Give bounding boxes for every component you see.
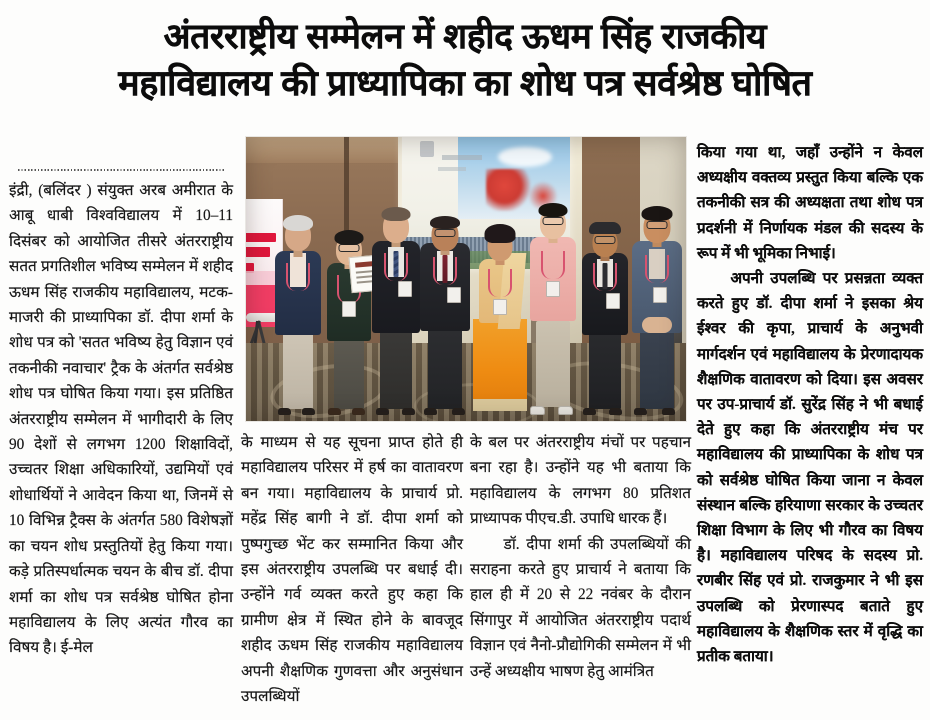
article-column-4 — [697, 140, 923, 669]
person-6 — [524, 197, 582, 415]
screen-slide-cloud — [498, 147, 552, 167]
person-lanyard — [286, 263, 310, 291]
person-lanyard — [384, 253, 408, 281]
paragraph: अपनी उपलब्धि पर प्रसन्नता व्यक्त करते हुए डॉ. दीपा शर्मा ने इसका श्रेय ईश्वर की कृपा, प्राचार्य के अनुभवी मार्गदर्शन एवं महाविद्यालय के प्रेरणादायक शैक्षणिक वातावरण को दिया। इस अवसर पर उप-प्राचार्य डॉ. सुरेंद्र सिंह ने भी बधाई देते हुए कहा कि अंतरराष्ट्रीय मंच पर महाविद्यालय की प्राध्यापिका के शोध पत्र को सर्वश्रेष्ठ घोषित किया जाना न केवल संस्थान बल्कि हरियाणा सरकार के उच्चतर शिक्षा विभाग के लिए भी गौरव का विषय है। महाविद्यालय परिषद के सदस्य प्रो. रणबीर सिंह एवं प्रो. राजकुमार ने भी इस उपलब्धि को प्रेरणास्पद बताते हुए महाविद्यालय के शैक्षणिक स्तर में वृद्धि का प्रतीक बताया। — [697, 270, 923, 666]
person-badge — [342, 301, 356, 317]
person-shoe — [278, 408, 291, 415]
person-badge — [653, 287, 667, 303]
person-hands — [642, 317, 672, 333]
person-badge — [606, 293, 620, 309]
article-photograph — [246, 137, 686, 421]
person-shoe — [583, 408, 596, 415]
article-column-2 — [241, 430, 463, 709]
person-saree-skirt — [473, 319, 527, 411]
person-shoe — [662, 408, 675, 415]
eyeglasses-icon — [435, 229, 456, 237]
banner-text-line-2 — [246, 247, 270, 257]
person-badge — [398, 281, 412, 297]
person-shoe — [302, 408, 315, 415]
column-divider-rule — [18, 169, 226, 171]
flat-cap — [589, 222, 621, 234]
photo-scene — [246, 137, 686, 421]
person-badge — [493, 299, 507, 315]
paragraph: के माध्यम से यह सूचना प्राप्त होते ही महाविद्यालय परिसर में हर्ष का वातावरण बन गया। महाविद्यालय के प्राचार्य प्रो. महेंद्र सिंह बागी ने डॉ. दीपा शर्मा को पुष्पगुच्छ भेंट कर सम्मानित किया और इस अंतरराष्ट्रीय उपलब्धि पर बधाई दी। उन्होंने गर्व व्यक्त करते हुए कहा कि ग्रामीण क्षेत्र में स्थित होने के बावजूद शहीद ऊधम सिंह राजकीय महाविद्यालय अपनी शैक्षणिक गुणवत्ता और अनुसंधान उपलब्धियों — [241, 434, 463, 706]
person-hair — [485, 224, 516, 243]
person-legs — [283, 329, 313, 409]
person-badge — [546, 281, 560, 297]
person-legs — [589, 329, 621, 409]
paragraph: इंद्री, (बलिंदर ) संयुक्त अरब अमीरात के आबू धाबी विश्वविद्यालय में 10–11 दिसंबर को आयोजित तीसरे अंतरराष्ट्रीय सतत प्रगतिशील भविष्य सम्मेलन में शहीद ऊधम सिंह राजकीय महाविद्यालय, मटक-माजरी की प्राध्यापिका डॉ. दीपा शर्मा के शोध पत्र को 'सतत भविष्य हेतु विज्ञान एवं तकनीकी नवाचार' ट्रैक के अंतर्गत सर्वश्रेष्ठ शोध पत्र घोषित किया गया। इस प्रतिष्ठित अंतरराष्ट्रीय सम्मेलन में भागीदारी के लिए 90 देशों से लगभग 1200 शिक्षाविदों, उच्चतर शिक्षा अधिकारियों, उद्यमियों एवं शोधार्थियों ने आवेदन किया था, जिनमें से 10 विभिन्न ट्रैक्स के अंतर्गत 580 विशेषज्ञों का चयन शोध प्रस्तुतियों हेतु किया गया। कड़े प्रतिस्पर्धात्मक चयन के बीच डॉ. दीपा शर्मा का शोध पत्र सर्वश्रेष्ठ घोषित होना महाविद्यालय के लिए अत्यंत गौरव का विषय है। ई-मेल — [9, 182, 233, 657]
person-legs — [380, 327, 412, 409]
person-lanyard — [488, 269, 512, 297]
person-shoe — [424, 408, 437, 415]
person-legs — [536, 321, 570, 407]
person-shoe — [402, 408, 415, 415]
person-hair — [430, 216, 460, 229]
article-column-3 — [470, 430, 691, 684]
headline-line-2: महाविद्यालय की प्राध्यापिका का शोध पत्र सर्वश्रेष्ठ घोषित — [118, 63, 812, 103]
person-1 — [270, 203, 326, 415]
person-shoe — [530, 406, 545, 415]
person-hair — [539, 203, 568, 217]
person-legs — [640, 327, 674, 409]
person-shoe — [452, 408, 465, 415]
person-hair — [642, 206, 673, 221]
eyeglasses-icon — [543, 217, 564, 225]
article-column-1 — [9, 178, 233, 661]
person-shoe — [352, 408, 365, 415]
saree-hem-border — [473, 399, 527, 411]
person-shoe — [558, 406, 573, 415]
person-8 — [628, 201, 686, 415]
person-hair — [283, 215, 313, 231]
person-lanyard — [593, 263, 617, 291]
person-badge — [447, 287, 461, 303]
person-hair — [382, 207, 411, 221]
person-shoe — [634, 408, 647, 415]
screen-slide-logo — [420, 141, 434, 157]
person-shoe — [609, 408, 622, 415]
person-lanyard — [645, 255, 669, 283]
person-legs — [334, 335, 364, 409]
person-7 — [578, 215, 632, 415]
paragraph: डॉ. दीपा शर्मा की उपलब्धियों की सराहना करते हुए प्राचार्य ने बताया कि हाल ही में 20 से 22 नवंबर के दौरान सिंगापुर में आयोजित अंतरराष्ट्रीय पदार्थ विज्ञान एवं नैनो-प्रौद्योगिकी सम्मेलन में भी उन्हें अध्यक्षीय भाषण हेतु आमंत्रित — [470, 535, 691, 680]
eyeglasses-icon — [647, 221, 668, 229]
page-headline — [0, 14, 930, 106]
person-lanyard — [541, 251, 565, 279]
person-hair — [335, 230, 364, 245]
screen-slide-subtitle-bar — [438, 167, 466, 171]
person-shoe — [328, 408, 341, 415]
paragraph: किया गया था, जहाँ उन्होंने न केवल अध्यक्षीय वक्तव्य प्रस्तुत किया बल्कि एक तकनीकी सत्र की अध्यक्षता तथा शोध पत्र प्रदर्शनी में निर्णायक मंडल की सदस्य के रूप में भी भूमिका निभाई। — [697, 144, 923, 262]
person-5 — [470, 215, 530, 415]
screen-slide-title-bar — [442, 155, 482, 160]
eyeglasses-icon — [595, 236, 616, 244]
person-4 — [416, 203, 474, 415]
paragraph: के बल पर अंतरराष्ट्रीय मंचों पर पहचान बना रहा है। उन्होंने यह भी बताया कि महाविद्यालय के लगभग 80 प्रतिशत प्राध्यापक पीएच.डी. उपाधि धारक हैं। — [470, 434, 691, 528]
person-polo-shirt — [530, 237, 576, 321]
headline-line-1: अंतरराष्ट्रीय सम्मेलन में शहीद ऊधम सिंह राजकीय — [163, 17, 767, 56]
person-legs — [428, 325, 462, 409]
person-lanyard — [433, 257, 457, 285]
eyeglasses-icon — [339, 244, 360, 252]
person-shoe — [376, 408, 389, 415]
